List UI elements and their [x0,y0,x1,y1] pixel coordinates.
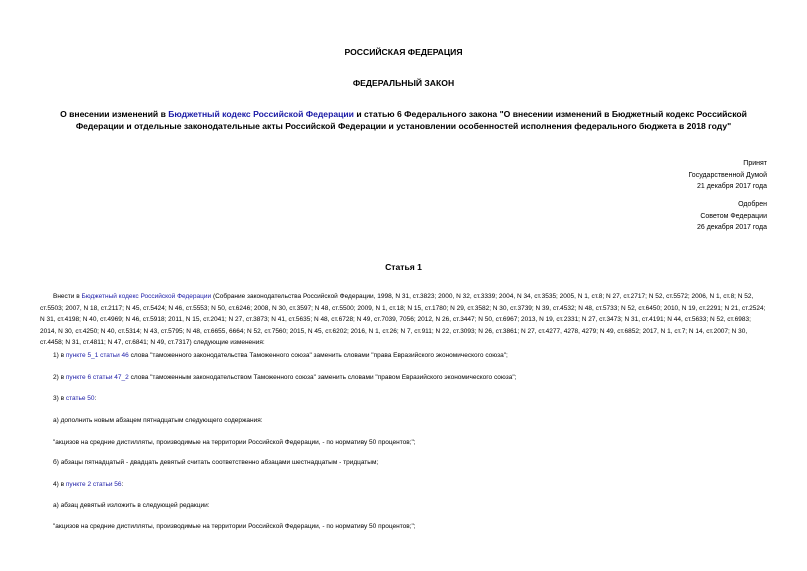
approved-date: 26 декабря 2017 года [696,224,767,231]
amendment-text: 4) в [53,481,66,488]
approved-label: Одобрен [738,201,767,208]
amendment-item [53,350,766,361]
amendment-text: "акцизов на средние дистилляты, производимые на территории Российской Федерации, - по нормативу 50 процентов;"; [53,439,416,446]
country-heading: РОССИЙСКАЯ ФЕДЕРАЦИЯ [344,47,463,57]
amendment-text: 3) в [53,395,66,402]
article-heading: Статья 1 [385,262,422,272]
budget-code-link[interactable]: Бюджетный кодекс Российской Федерации [168,109,354,119]
amendment-article-link[interactable]: пункте 6 статьи 47_2 [65,374,129,381]
intro-prefix: Внести в [53,293,82,300]
amendment-text: 1) в [53,352,66,359]
amendment-text: 2) в [53,374,66,381]
amendment-item [53,415,766,426]
amendment-article-link[interactable]: пункте 5_1 статьи 46 [65,352,129,359]
intro-rest: (Собрание законодательства Российской Федерации, 1998, N 31, ст.3823; 2000, N 32, ст.3339; 2004, N 34, ст.3535; 2005, N 1, ст.8; N 27, ст.2717; N 52, ст.5572; 2006, N 1, ст.8; N 52, ст.5503; 2007, N 18, ст.2117; N 45, ст.5424; N 46, ст.5553; N 50, ст.6246; 2008, N 30, ст.3597; N 48, ст.5500; 2009, N 1, ст.18; N 15, ст.1780; N 29, ст.3582; N 30, ст.3739; N 39, ст.4532; N 48, ст.5733; N 52, ст.6450; 2010, N 19, ст.2291; N 21, ст.2524; N 31, ст.4198; N 40, ст.4969; N 46, ст.5918; 2011, N 15, ст.2041; N 27, ст.3873; N 41, ст.5635; N 48, ст.6728; N 49, ст.7039, 7056; 2012, N 26, ст.3447; N 50, ст.6967; 2013, N 19, ст.2331; N 27, ст.3473; N 31, ст.4191; N 44, ст.5633; N 52, ст.6983; 2014, N 30, ст.4250; N 40, ст.5314; N 43, ст.5795; N 48, ст.6655, 6664; N 52, ст.7560; 2015, N 45, ст.6202; 2016, N 1, ст.26; N 7, ст.911; N 22, ст.3093; N 26, ст.3861; N 27, ст.4277, 4278, 4279; N 49, ст.6852; 2017, N 1, ст.7; N 14, ст.2007; N 30, ст.4458; N 31, ст.4811; N 47, ст.6841; N 49, ст.7317) следующие изменения: [40,293,766,347]
article-intro [40,291,766,349]
law-title [40,108,767,132]
amendment-item [53,457,766,468]
amendment-item [53,500,766,511]
approved-body: Советом Федерации [700,212,767,220]
amendment-text-rest: : [121,481,124,488]
amendment-item [53,479,766,490]
amendment-article-link[interactable]: статье 50 [65,395,95,402]
accepted-label: Принят [743,160,767,167]
law-type-heading: ФЕДЕРАЛЬНЫЙ ЗАКОН [352,78,455,88]
approved-block [697,199,767,234]
amendment-item [53,521,766,532]
accepted-body: Государственной Думой [688,171,767,179]
law-title-suffix: и статью 6 Федерального закона "О внесении изменений в Бюджетный кодекс Российской Федерации и отдельные законодательные акты Российской Федерации и установлении особенностей исполнения федерального бюджета в 2018 году" [75,109,747,131]
intro-budget-code-link[interactable]: Бюджетный кодекс Российской Федерации [81,293,212,300]
amendment-text-rest: слова "таможенным законодательством Таможенного союза" заменить словами "правом Евразийского экономического союза"; [128,374,517,381]
amendment-text: а) дополнить новым абзацем пятнадцатым следующего содержания: [53,417,263,424]
amendment-text: а) абзац девятый изложить в следующей редакции: [53,502,210,509]
accepted-block [688,158,767,193]
accepted-date: 21 декабря 2017 года [696,183,767,190]
amendment-article-link[interactable]: пункте 2 статьи 56 [65,481,122,488]
law-title-prefix: О внесении изменений в [60,109,169,119]
amendment-item [53,437,766,448]
amendment-item [53,393,766,404]
amendment-text: б) абзацы пятнадцатый - двадцать девятый считать соответственно абзацами шестнадцатым - тридцатым; [53,459,379,466]
amendment-text-rest: : [94,395,97,402]
amendment-item [53,372,766,383]
amendment-text: "акцизов на средние дистилляты, производимые на территории Российской Федерации, - по нормативу 50 процентов;"; [53,523,416,530]
amendment-text-rest: слова "таможенного законодательства Таможенного союза" заменить словами "права Евразийского экономического союза"; [128,352,508,359]
